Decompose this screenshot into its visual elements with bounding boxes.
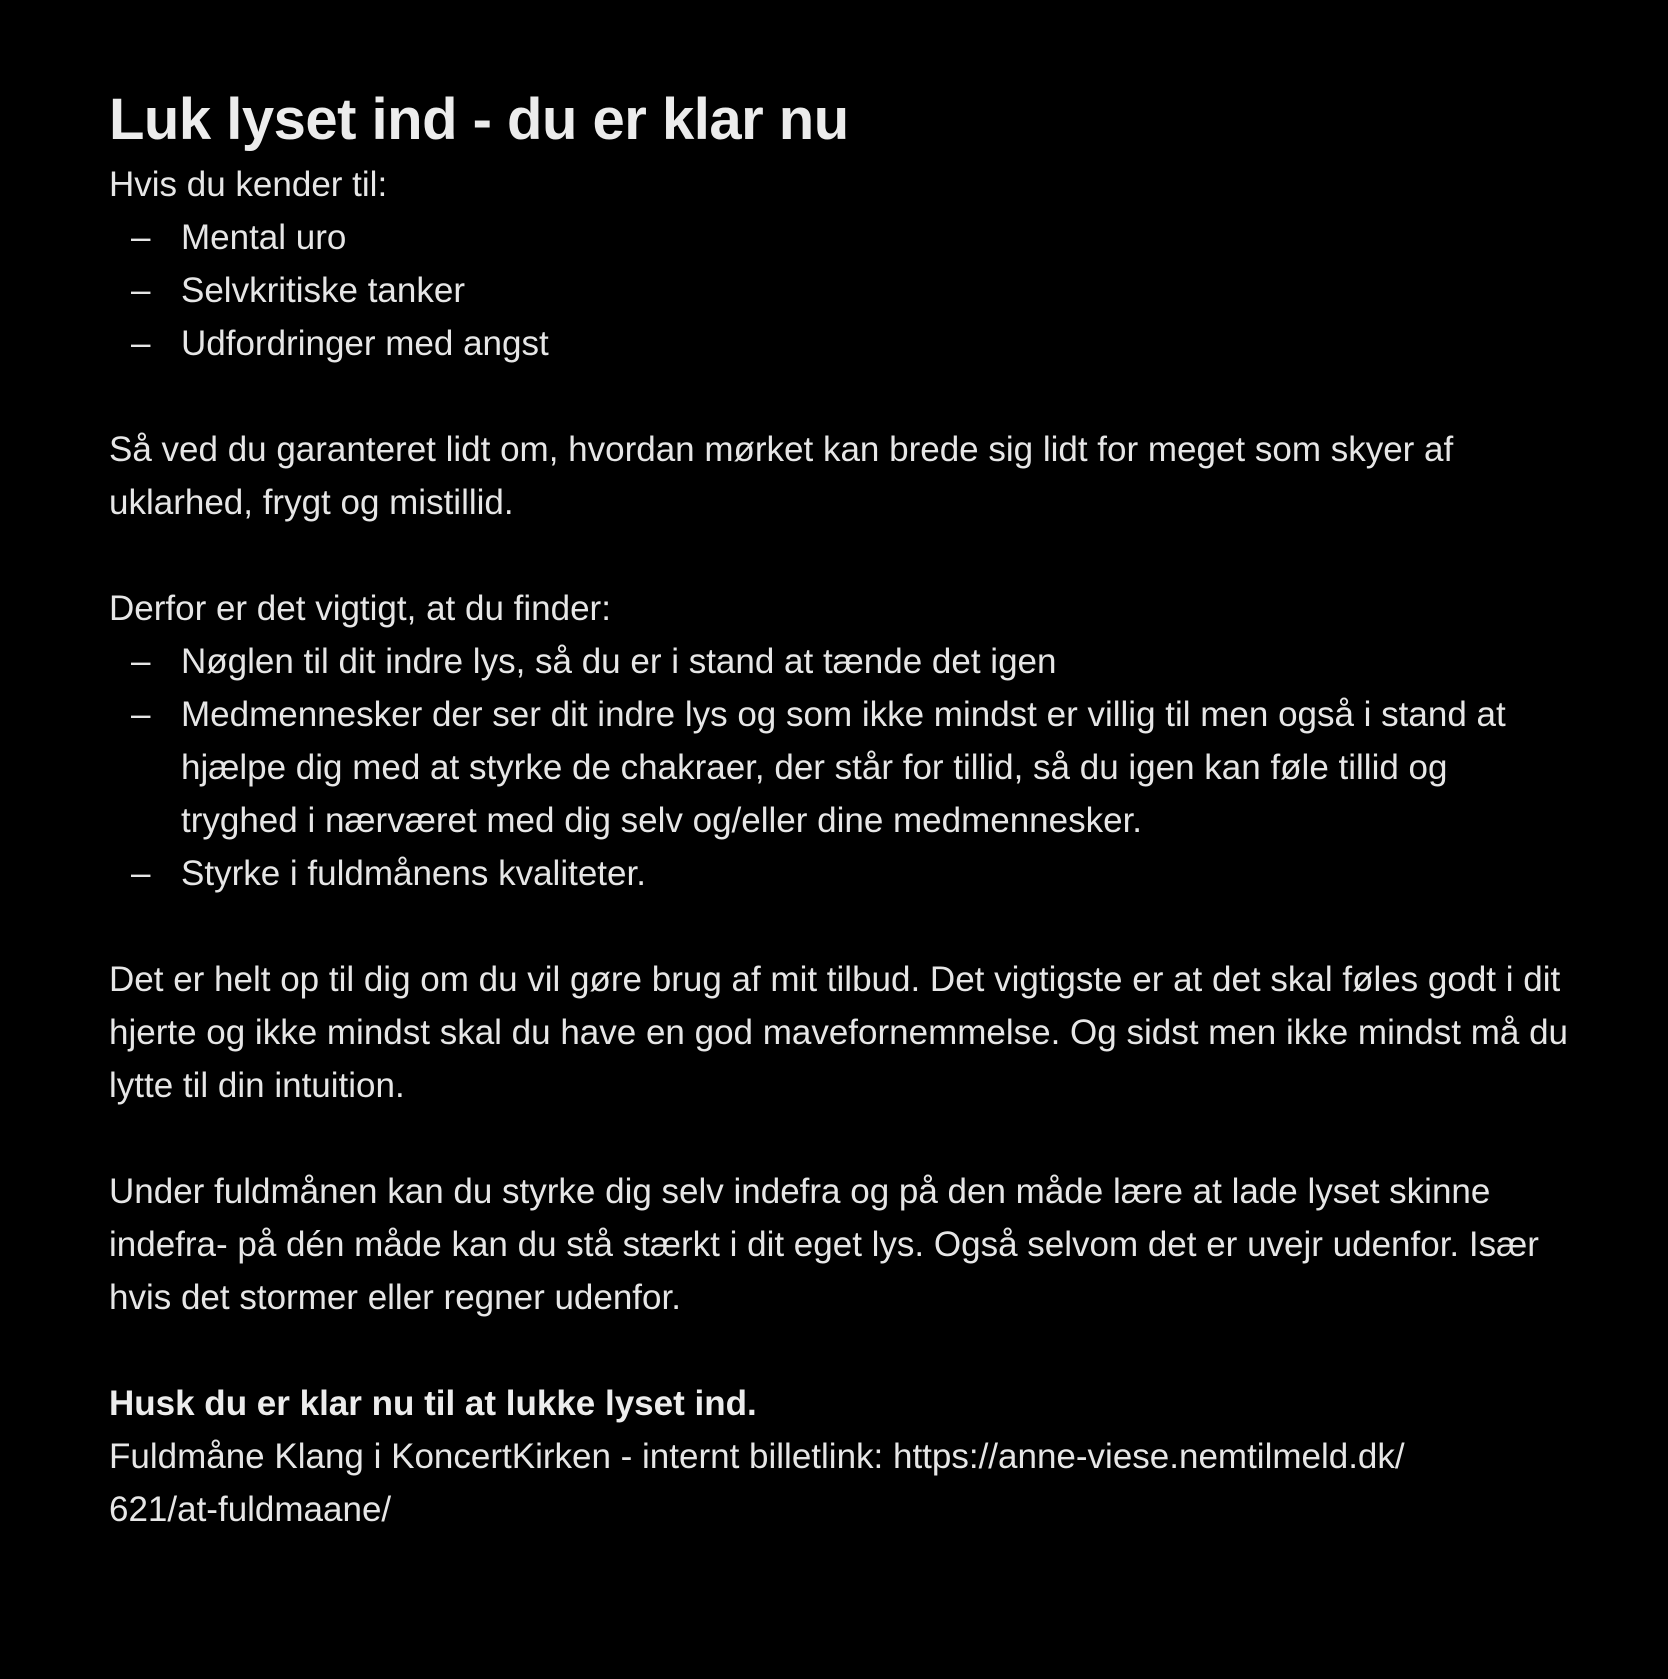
ticket-link-line-1[interactable]: Fuldmåne Klang i KoncertKirken - internt billetlink: https://anne-viese.nemtilmeld.dk/ xyxy=(109,1437,1405,1476)
problem-list xyxy=(109,211,1569,370)
ticket-link-line-2[interactable]: 621/at-fuldmaane/ xyxy=(109,1490,392,1529)
list-item: – Selvkritiske tanker xyxy=(109,264,1569,317)
blank-line xyxy=(109,529,1569,582)
blank-line xyxy=(109,1112,1569,1165)
dash-bullet: – xyxy=(131,854,151,893)
intro-text: Hvis du kender til: xyxy=(109,165,388,204)
list-item: – Mental uro xyxy=(109,211,1569,264)
blank-line xyxy=(109,1324,1569,1377)
dash-bullet: – xyxy=(131,324,151,363)
list-item: – Udfordringer med angst xyxy=(109,317,1569,370)
blank-line xyxy=(109,370,1569,423)
list-item: – Nøglen til dit indre lys, så du er i stand at tænde det igen xyxy=(109,635,1569,688)
list-item: – Styrke i fuldmånens kvaliteter. xyxy=(109,847,1569,900)
note-content xyxy=(109,86,1569,1536)
dash-bullet: – xyxy=(131,218,151,257)
dash-bullet: – xyxy=(131,642,151,681)
intro-text-2: Derfor er det vigtigt, at du finder: xyxy=(109,589,611,628)
list-item: – Medmennesker der ser dit indre lys og som ikke mindst er villig til men også i stand at hjælpe dig med at styrke de chakraer, der står for tillid, så du igen kan føle tillid og tryghed i nærværet med dig selv og/eller dine medmennesker. xyxy=(109,688,1569,847)
note-title: Luk lyset ind - du er klar nu xyxy=(109,87,849,152)
closing-statement: Husk du er klar nu til at lukke lyset ind. xyxy=(109,1384,757,1423)
paragraph-darkness: Så ved du garanteret lidt om, hvordan mørket kan brede sig lidt for meget som skyer af uklarhed, frygt og mistillid. xyxy=(109,430,1454,522)
paragraph-full-moon: Under fuldmånen kan du styrke dig selv indefra og på den måde lære at lade lyset skinne indefra- på dén måde kan du stå stærkt i dit eget lys. Også selvom det er uvejr udenfor. Især hvis det stormer eller regner udenfor. xyxy=(109,1172,1539,1317)
dash-bullet: – xyxy=(131,695,151,734)
dash-bullet: – xyxy=(131,271,151,310)
paragraph-offer: Det er helt op til dig om du vil gøre brug af mit tilbud. Det vigtigste er at det skal føles godt i dit hjerte og ikke mindst skal du have en god mavefornemmelse. Og sidst men ikke mindst må du lytte til din intuition. xyxy=(109,960,1569,1105)
blank-line xyxy=(109,900,1569,953)
needs-list xyxy=(109,635,1569,900)
